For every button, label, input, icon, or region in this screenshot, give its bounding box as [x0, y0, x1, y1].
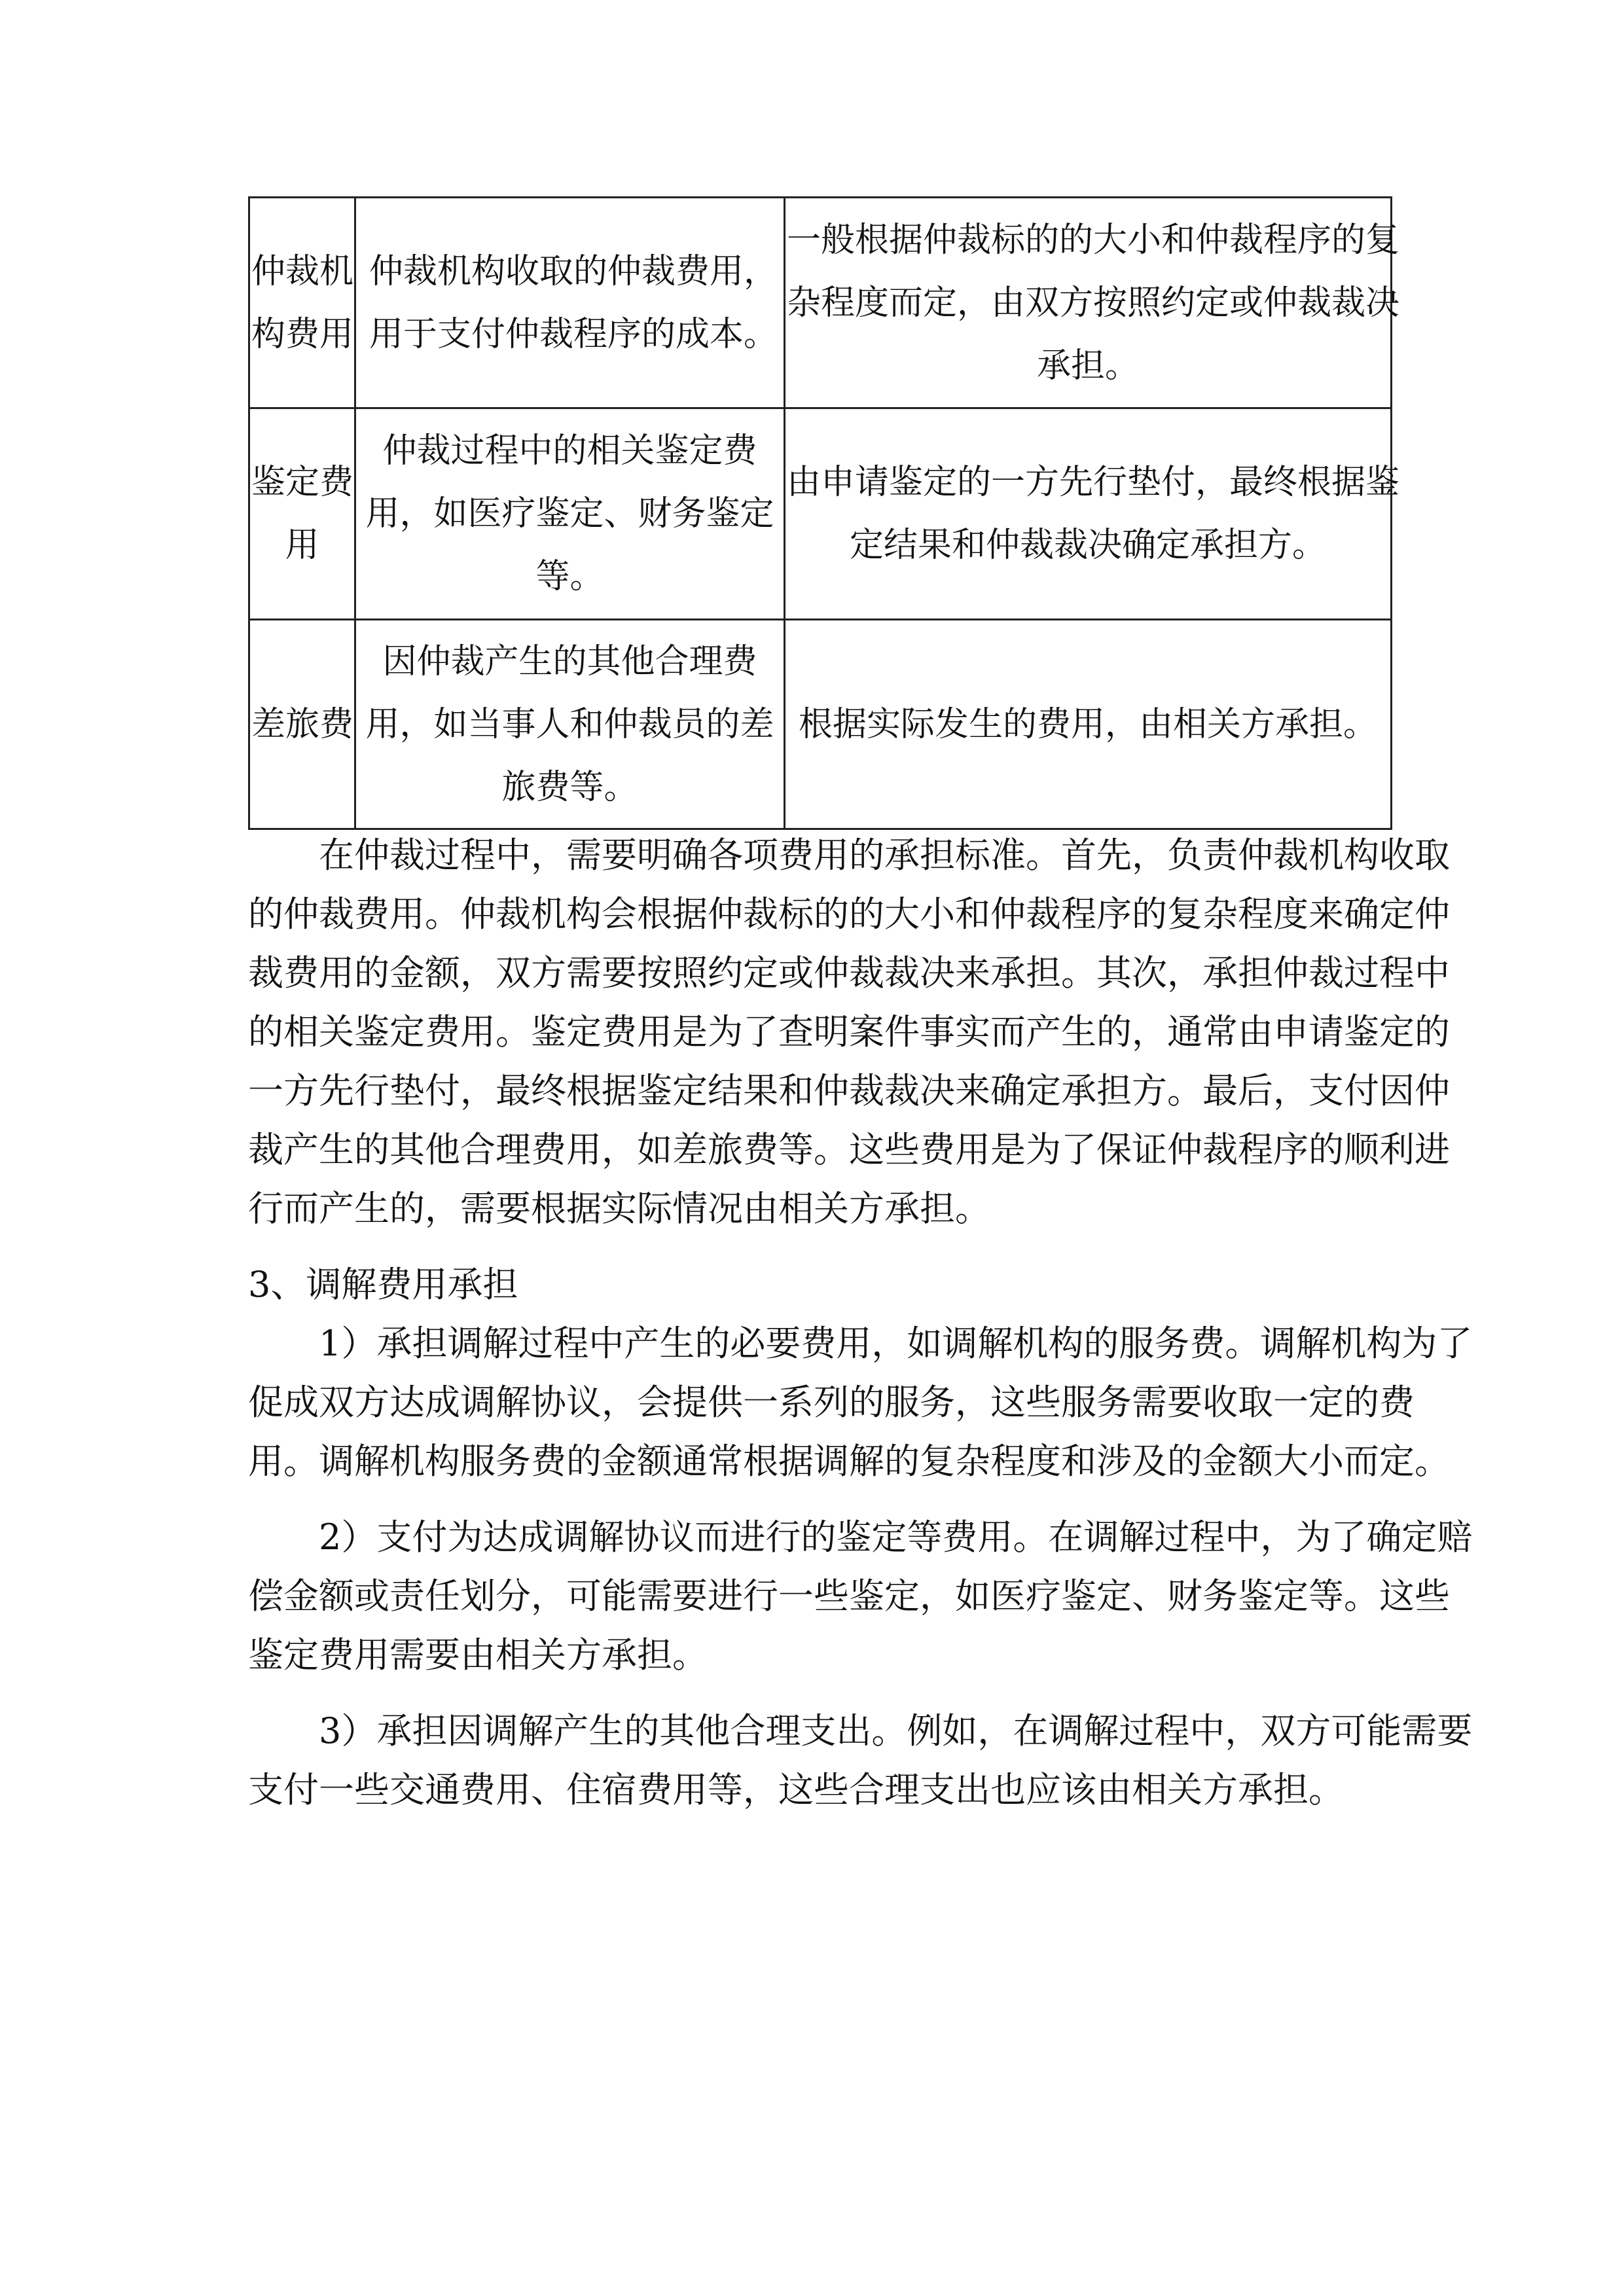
- fee-table: [248, 196, 1400, 830]
- fee-rule-cell: [785, 620, 1392, 829]
- paragraph-line: 促成双方达成调解协议，会提供一系列的服务，这些服务需要收取一定的费: [248, 1382, 1415, 1423]
- text-line: 杂程度而定，由双方按照约定或仲裁裁决: [787, 283, 1400, 323]
- text-line: 定结果和仲裁裁决确定承担方。: [849, 526, 1326, 565]
- text-line: 由申请鉴定的一方先行垫付，最终根据鉴: [787, 463, 1400, 502]
- paragraph-line: 行而产生的，需要根据实际情况由相关方承担。: [248, 1188, 990, 1229]
- text-line: 用，如当事人和仲裁员的差: [365, 704, 774, 744]
- text-line: 因仲裁产生的其他合理费: [382, 641, 757, 681]
- paragraph-line: 2）支付为达成调解协议而进行的鉴定等费用。在调解过程中，为了确定赔: [319, 1516, 1473, 1558]
- table-row: [249, 408, 1392, 620]
- text-line: 构费用: [251, 314, 354, 354]
- paragraph-line: 支付一些交通费用、住宿费用等，这些合理支出也应该由相关方承担。: [248, 1769, 1344, 1810]
- fee-desc-cell: [355, 198, 785, 408]
- table-row: [249, 198, 1392, 408]
- paragraph-line: 3）承担因调解产生的其他合理支出。例如，在调解过程中，双方可能需要: [319, 1710, 1473, 1751]
- fee-rule-cell: [785, 408, 1400, 620]
- text-line: 等。: [535, 557, 604, 596]
- fee-name-cell: [249, 408, 355, 620]
- text-line: 仲裁机构收取的仲裁费用，: [369, 251, 778, 291]
- paragraph-line: 的仲裁费用。仲裁机构会根据仲裁标的的大小和仲裁程序的复杂程度来确定仲: [248, 893, 1450, 935]
- table-row: [249, 620, 1392, 829]
- text-line: 用: [285, 526, 319, 565]
- paragraph-line: 的相关鉴定费用。鉴定费用是为了查明案件事实而产生的，通常由申请鉴定的: [248, 1011, 1450, 1052]
- paragraph-line: 一方先行垫付，最终根据鉴定结果和仲裁裁决来确定承担方。最后，支付因仲: [248, 1070, 1450, 1111]
- text-line: 旅费等。: [501, 767, 638, 807]
- paragraph-line: 裁产生的其他合理费用，如差旅费等。这些费用是为了保证仲裁程序的顺利进: [248, 1129, 1450, 1170]
- text-line: 承担。: [1036, 346, 1139, 386]
- section-heading: 3、调解费用承担: [248, 1264, 518, 1305]
- paragraph-line: 用。调解机构服务费的金额通常根据调解的复杂程度和涉及的金额大小而定。: [248, 1441, 1450, 1482]
- text-line: 一般根据仲裁标的的大小和仲裁程序的复: [787, 220, 1400, 260]
- paragraph-line: 1）承担调解过程中产生的必要费用，如调解机构的服务费。调解机构为了: [319, 1323, 1473, 1364]
- text-line: 用于支付仲裁程序的成本。: [369, 314, 778, 354]
- paragraph-line: 偿金额或责任划分，可能需要进行一些鉴定，如医疗鉴定、财务鉴定等。这些: [248, 1575, 1450, 1617]
- fee-desc-cell: [355, 620, 785, 829]
- text-line: 仲裁过程中的相关鉴定费: [382, 431, 757, 471]
- paragraph-line: 鉴定费用需要由相关方承担。: [248, 1634, 708, 1676]
- fee-name-cell: [249, 198, 355, 408]
- text-line: 根据实际发生的费用，由相关方承担。: [798, 704, 1377, 744]
- fee-name-cell: [249, 620, 355, 829]
- text-line: 差旅费: [251, 704, 354, 744]
- fee-rule-cell: [785, 198, 1400, 408]
- body-text: [248, 826, 1473, 1820]
- text-line: 用，如医疗鉴定、财务鉴定: [365, 494, 774, 533]
- paragraph-line: 裁费用的金额，双方需要按照约定或仲裁裁决来承担。其次，承担仲裁过程中: [248, 952, 1450, 994]
- text-line: 仲裁机: [251, 251, 354, 291]
- fee-desc-cell: [355, 408, 785, 620]
- paragraph-line: 在仲裁过程中，需要明确各项费用的承担标准。首先，负责仲裁机构收取: [319, 834, 1450, 876]
- text-line: 鉴定费: [251, 463, 354, 502]
